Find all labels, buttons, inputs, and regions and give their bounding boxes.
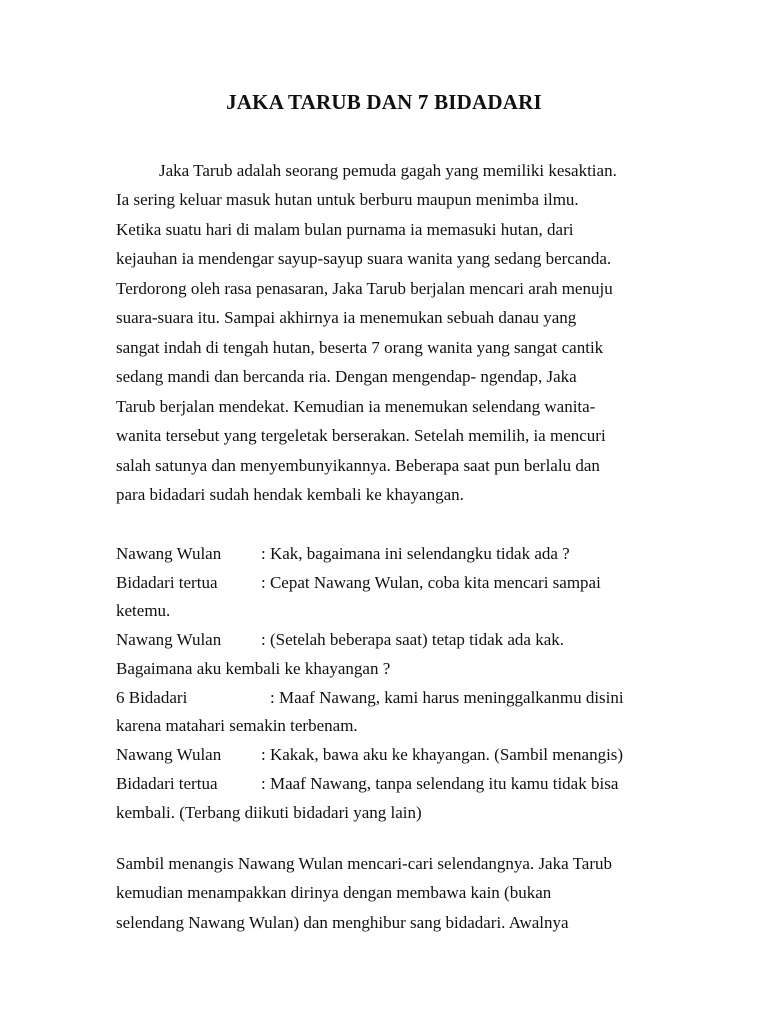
paragraph-line: suara-suara itu. Sampai akhirnya ia menemukan sebuah danau yang — [116, 308, 577, 327]
dialogue-speaker: 6 Bidadari — [116, 688, 188, 707]
dialogue-continuation: ketemu. — [116, 601, 171, 620]
paragraph-line: Sambil menangis Nawang Wulan mencari-cari selendangnya. Jaka Tarub — [116, 854, 612, 873]
dialogue-continuation: karena matahari semakin terbenam. — [116, 716, 358, 735]
dialogue-text: : Maaf Nawang, tanpa selendang itu kamu tidak bisa — [261, 774, 619, 793]
dialogue-line — [116, 744, 623, 766]
dialogue-speaker: Bidadari tertua — [116, 774, 218, 793]
dialogue-speaker: Nawang Wulan — [116, 544, 222, 563]
paragraph-line: kejauhan ia mendengar sayup-sayup suara wanita yang sedang bercanda. — [116, 249, 612, 268]
paragraph-line: para bidadari sudah hendak kembali ke khayangan. — [116, 485, 464, 504]
dialogue-continuation: Bagaimana aku kembali ke khayangan ? — [116, 659, 391, 678]
paragraph-line: wanita tersebut yang tergeletak berserakan. Setelah memilih, ia mencuri — [116, 426, 606, 445]
paragraph-line: kemudian menampakkan dirinya dengan membawa kain (bukan — [116, 883, 552, 902]
dialogue-speaker: Nawang Wulan — [116, 745, 222, 764]
dialogue-line — [116, 629, 564, 651]
dialogue-line — [116, 543, 570, 565]
dialogue-speaker: Bidadari tertua — [116, 573, 218, 592]
dialogue-text: : Maaf Nawang, kami harus meninggalkanmu disini — [270, 688, 624, 707]
paragraph-line: Tarub berjalan mendekat. Kemudian ia menemukan selendang wanita- — [116, 397, 596, 416]
paragraph-line: Ia sering keluar masuk hutan untuk berburu maupun menimba ilmu. — [116, 190, 579, 209]
paragraph-line: selendang Nawang Wulan) dan menghibur sang bidadari. Awalnya — [116, 913, 569, 932]
dialogue-text: : Kakak, bawa aku ke khayangan. (Sambil menangis) — [261, 745, 624, 764]
dialogue-line — [116, 572, 601, 594]
dialogue-text: : Kak, bagaimana ini selendangku tidak ada ? — [261, 544, 570, 563]
paragraph-line: Terdorong oleh rasa penasaran, Jaka Tarub berjalan mencari arah menuju — [116, 279, 613, 298]
dialogue-speaker: Nawang Wulan — [116, 630, 222, 649]
paragraph-line: Ketika suatu hari di malam bulan purnama ia memasuki hutan, dari — [116, 220, 574, 239]
paragraph-line: Jaka Tarub adalah seorang pemuda gagah yang memiliki kesaktian. — [159, 161, 617, 180]
dialogue-line — [116, 687, 624, 709]
paragraph-line: salah satunya dan menyembunyikannya. Beberapa saat pun berlalu dan — [116, 456, 600, 475]
dialogue-continuation: kembali. (Terbang diikuti bidadari yang lain) — [116, 803, 422, 822]
paragraph-line: sedang mandi dan bercanda ria. Dengan mengendap- ngendap, Jaka — [116, 367, 577, 386]
paragraph-line: sangat indah di tengah hutan, beserta 7 orang wanita yang sangat cantik — [116, 338, 604, 357]
dialogue-line — [116, 773, 618, 795]
dialogue-text: : (Setelah beberapa saat) tetap tidak ada kak. — [261, 630, 565, 649]
document-title: JAKA TARUB DAN 7 BIDADARI — [226, 90, 542, 114]
dialogue-text: : Cepat Nawang Wulan, coba kita mencari sampai — [261, 573, 601, 592]
